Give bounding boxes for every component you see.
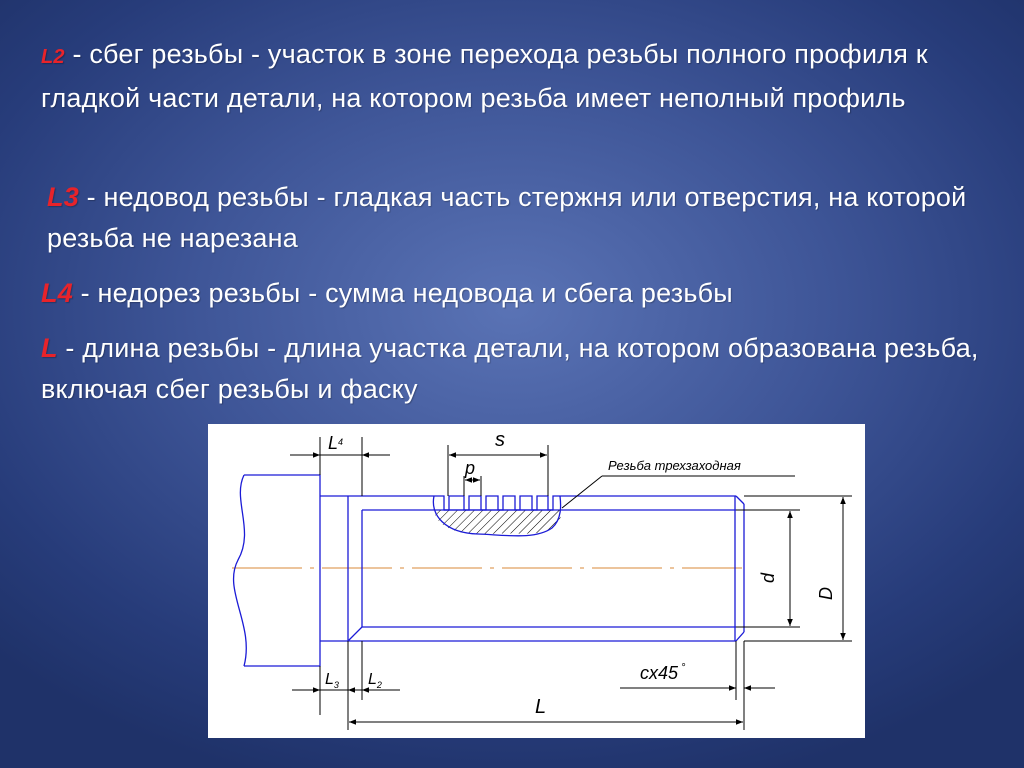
term-l: L (41, 333, 58, 363)
dimension-l3 (292, 641, 376, 730)
dimension-d (736, 510, 800, 627)
definition-l4-text: - недорез резьбы - сумма недовода и сбега резьбы (72, 278, 733, 308)
dimension-s (448, 429, 548, 496)
definition-l (41, 328, 1001, 410)
dimension-p (464, 458, 481, 496)
dimension-big-d (744, 496, 852, 641)
label-l: L (535, 696, 547, 718)
definition-l4 (41, 273, 1001, 314)
label-big-d: D (816, 587, 836, 600)
label-l3: $L_3$ (325, 671, 339, 690)
definition-l2 (41, 34, 1001, 119)
label-d: d (758, 572, 778, 583)
definition-l3 (47, 177, 1007, 259)
thread-note (562, 458, 795, 508)
label-l2: $L_2$ (368, 671, 382, 690)
label-s: s (495, 429, 505, 451)
thread-note-text: Резьба трехзаходная (608, 458, 741, 473)
definition-l3-text: - недовод резьбы - гладкая часть стержня или отверстия, на которой резьба не нарезана (47, 182, 967, 253)
label-l4: $L^4$ (328, 433, 344, 453)
term-l4: L4 (41, 278, 73, 308)
term-l2: L2 (41, 46, 65, 68)
label-chamfer: cx45 ° (640, 662, 686, 683)
definition-l-text: - длина резьбы - длина участка детали, на котором образована резьба, включая сбег резьбы и фаску (41, 333, 979, 404)
definition-l2-text: - сбег резьбы - участок в зоне перехода резьбы полного профиля к гладкой части детали, на котором резьба имеет неполный профиль (41, 39, 928, 113)
thread-section (433, 496, 561, 536)
term-l3: L3 (47, 182, 79, 212)
thread-drawing (208, 424, 865, 738)
dimension-l (349, 696, 744, 730)
label-p: p (465, 458, 476, 478)
dimension-chamfer (620, 641, 775, 700)
part-head (234, 475, 320, 666)
dimension-l4 (290, 433, 390, 496)
dimension-l2 (362, 641, 400, 700)
